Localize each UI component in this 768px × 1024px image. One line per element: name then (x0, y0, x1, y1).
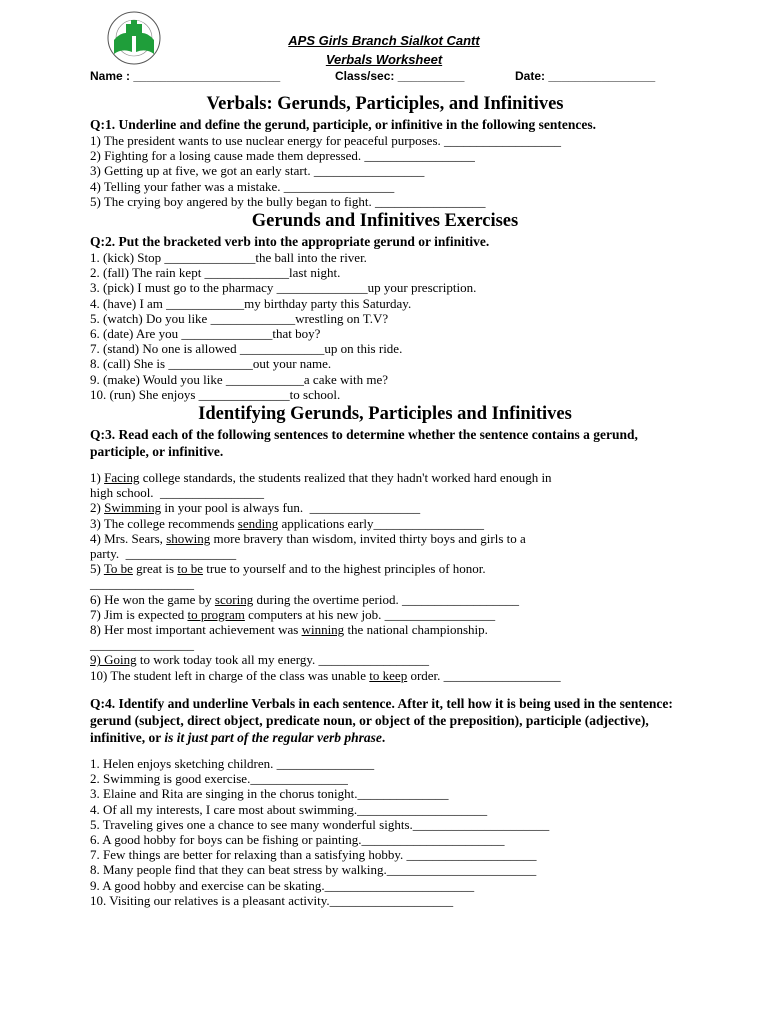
q4-item: 9. A good hobby and exercise can be skating._______________________ (90, 877, 475, 893)
q2-item: 9. (make) Would you like ____________a cake with me? (90, 371, 389, 387)
q3-item-cont: high school. ________________ (90, 485, 265, 501)
q3-item: 8) Her most important achievement was winning the national championship. (90, 622, 488, 638)
q4-item: 7. Few things are better for relaxing than a satisfying hobby. ____________________ (90, 847, 537, 863)
q3-item: 2) Swimming in your pool is always fun. _________________ (90, 500, 421, 516)
verbal-underline: showing (166, 530, 211, 546)
worksheet-content (90, 92, 680, 908)
date-field[interactable]: Date: ________________ (515, 69, 656, 83)
q2-item: 4. (have) I am ____________my birthday party this Saturday. (90, 295, 412, 311)
q4-item: 6. A good hobby for boys can be fishing or painting.______________________ (90, 831, 505, 847)
q3-item-cont: party. _________________ (90, 546, 237, 562)
verbal-underline: to be (177, 561, 203, 577)
q4-item: 1. Helen enjoys sketching children. _______________ (90, 755, 375, 771)
q1-item: 3) Getting up at five, we got an early start. _________________ (90, 163, 425, 179)
verbal-underline: Swimming (104, 500, 162, 516)
q3-item: 7) Jim is expected to program computers at his new job. _________________ (90, 606, 496, 622)
q1-prompt: Q:1. Underline and define the gerund, participle, or infinitive in the following sentences. (90, 117, 596, 132)
verbal-underline: Facing (104, 470, 140, 486)
q4-item: 3. Elaine and Rita are singing in the chorus tonight.______________ (90, 786, 449, 802)
q2-item: 10. (run) She enjoys ______________to school. (90, 386, 341, 402)
q2-item: 6. (date) Are you ______________that boy? (90, 326, 321, 342)
q2-item: 8. (call) She is _____________out your name. (90, 356, 332, 372)
verbal-underline: to program (187, 606, 245, 622)
q4-item: 8. Many people find that they can beat stress by walking._______________________ (90, 862, 537, 878)
q1-item: 4) Telling your father was a mistake. _________________ (90, 178, 395, 194)
q2-item: 1. (kick) Stop ______________the ball into the river. (90, 250, 367, 266)
verbal-underline: To be (103, 561, 133, 577)
school-name: APS Girls Branch Sialkot Cantt (288, 33, 480, 48)
q3-item: 6) He won the game by scoring during the overtime period. __________________ (90, 591, 519, 607)
q3-item: 4) Mrs. Sears, showing more bravery than wisdom, invited thirty boys and girls to a (90, 530, 526, 546)
q3-item: 5) To be great is to be true to yourself and to the highest principles of honor. (90, 561, 486, 577)
q1-item: 1) The president wants to use nuclear energy for peaceful purposes. __________________ (90, 133, 562, 148)
name-field[interactable]: Name : ______________________ (90, 69, 281, 83)
q2-item: 7. (stand) No one is allowed _____________up on this ride. (90, 341, 403, 357)
section3-title: Identifying Gerunds, Participles and Infinitives (198, 404, 572, 425)
q4-item: 10. Visiting our relatives is a pleasant activity.___________________ (90, 892, 454, 908)
q3-item: 1) Facing college standards, the students realized that they hadn't worked hard enough in (90, 470, 552, 486)
q3-item: 3) The college recommends sending applications early_________________ (90, 515, 485, 531)
verbal-underline: 9) Going (90, 652, 137, 668)
class-field[interactable]: Class/sec: __________ (335, 69, 465, 83)
verbal-underline: sending (237, 515, 279, 531)
q4-prompt: Q:4. Identify and underline Verbals in each sentence. After it, tell how it is being used in the sentence: gerund (subject, direct object, predicate noun, or object of the preposition), participle (adjective), infinitive, or is it just part of the regular verb phrase. (90, 695, 673, 745)
q3-item: 10) The student left in charge of the class was unable to keep order. __________________ (90, 667, 561, 683)
q1-item: 2) Fighting for a losing cause made them depressed. _________________ (90, 148, 475, 164)
q4-item: 2. Swimming is good exercise._______________ (90, 771, 348, 787)
q2-item: 3. (pick) I must go to the pharmacy ______________up your prescription. (90, 280, 477, 296)
worksheet-title: Verbals Worksheet (325, 52, 443, 67)
section1-title: Verbals: Gerunds, Participles, and Infinitives (206, 94, 564, 114)
q3-prompt: Q:3. Read each of the following sentences to determine whether the sentence contains a gerund, participle, or infinitive. (90, 427, 638, 460)
q1-item: 5) The crying boy angered by the bully began to fight. _________________ (90, 193, 486, 209)
q3-item-cont: ________________ (90, 576, 194, 592)
q3-item: 9) Going to work today took all my energy. _________________ (90, 652, 430, 668)
q2-item: 2. (fall) The rain kept _____________last night. (90, 265, 341, 281)
verbal-underline: to keep (369, 667, 408, 683)
q2-prompt: Q:2. Put the bracketed verb into the appropriate gerund or infinitive. (90, 234, 490, 250)
q4-item: 5. Traveling gives one a chance to see many wonderful sights._____________________ (90, 816, 550, 832)
section2-title: Gerunds and Infinitives Exercises (251, 211, 519, 232)
verbal-underline: winning (301, 622, 345, 638)
verbal-underline: scoring (214, 591, 254, 607)
q4-item: 4. Of all my interests, I care most about swimming.____________________ (90, 801, 488, 817)
q3-item-cont: ________________ (90, 637, 194, 653)
q2-item: 5. (watch) Do you like _____________wrestling on T.V? (90, 310, 389, 326)
